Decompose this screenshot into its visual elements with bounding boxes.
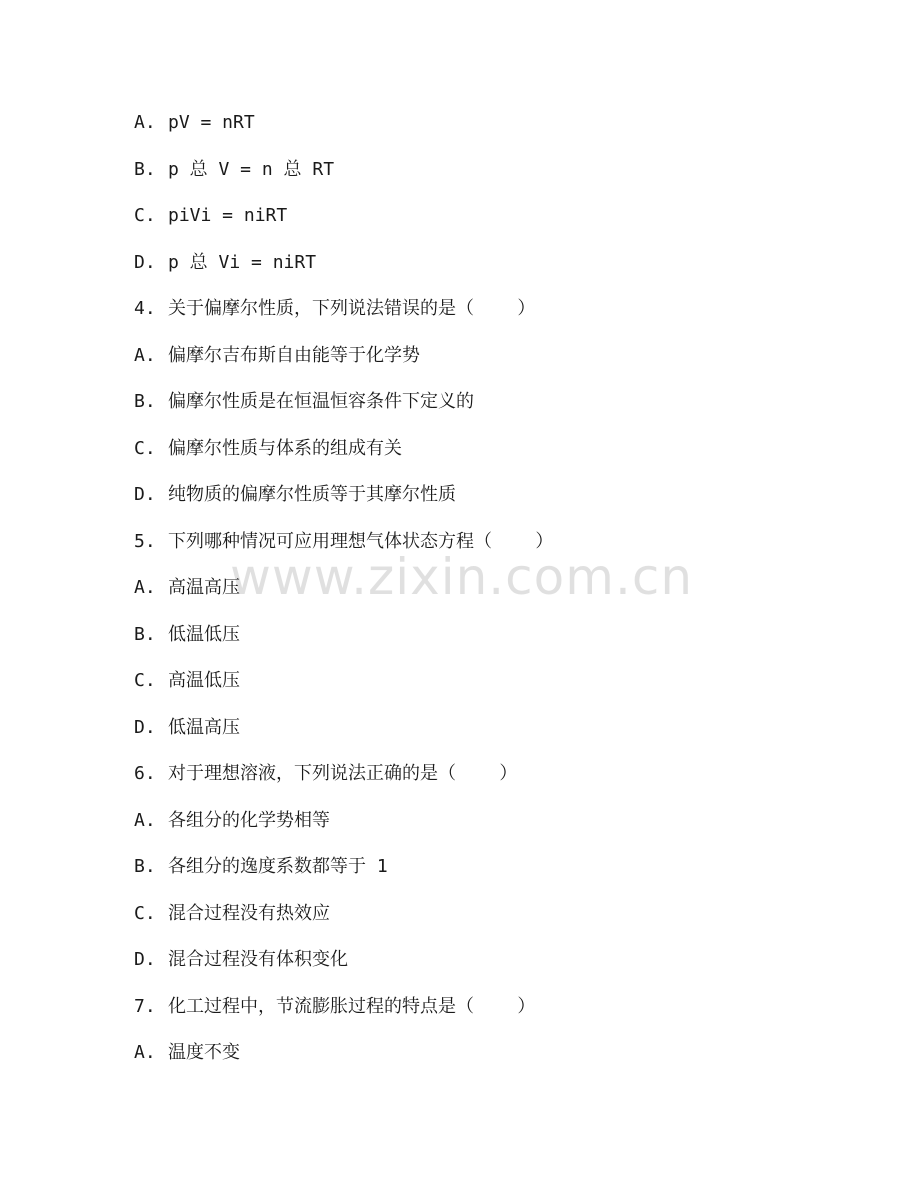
option-line xyxy=(134,1036,854,1083)
option-label: B. xyxy=(134,158,156,180)
option-text: 高温低压 xyxy=(168,670,240,691)
option-label: B. xyxy=(134,856,156,877)
option-line xyxy=(134,199,854,246)
option-text: 温度不变 xyxy=(168,1042,240,1063)
option-line xyxy=(134,850,854,897)
option-line xyxy=(134,804,854,851)
option-text: 偏摩尔性质与体系的组成有关 xyxy=(168,437,402,459)
option-line xyxy=(134,246,854,293)
question-number: 5. xyxy=(134,530,156,552)
option-text: piVi = niRT xyxy=(168,205,288,226)
option-label: D. xyxy=(134,949,156,970)
question-number: 7. xyxy=(134,995,156,1017)
question-text: 关于偏摩尔性质，下列说法错误的是（ ） xyxy=(168,298,536,319)
option-label: C. xyxy=(134,670,156,691)
option-line xyxy=(134,432,854,479)
option-label: A. xyxy=(134,1042,156,1063)
question-text: 化工过程中，节流膨胀过程的特点是（ ） xyxy=(168,995,536,1017)
option-line xyxy=(134,943,854,990)
question-text: 下列哪种情况可应用理想气体状态方程（ ） xyxy=(168,530,554,552)
question-number: 4. xyxy=(134,298,156,319)
option-line xyxy=(134,478,854,525)
option-text: 偏摩尔吉布斯自由能等于化学势 xyxy=(168,344,420,366)
question-text: 对于理想溶液，下列说法正确的是（ ） xyxy=(168,763,518,784)
option-text: p 总 Vi = niRT xyxy=(168,251,317,273)
option-line xyxy=(134,618,854,665)
option-label: D. xyxy=(134,251,156,273)
option-line xyxy=(134,106,854,153)
option-line xyxy=(134,153,854,200)
option-text: pV = nRT xyxy=(168,112,255,133)
option-text: 偏摩尔性质是在恒温恒容条件下定义的 xyxy=(168,391,474,412)
option-label: C. xyxy=(134,902,156,924)
option-text: 低温高压 xyxy=(168,716,240,738)
option-text: 混合过程没有热效应 xyxy=(168,902,330,924)
option-label: D. xyxy=(134,484,156,505)
option-label: A. xyxy=(134,344,156,366)
question-line xyxy=(134,990,854,1037)
option-text: 低温低压 xyxy=(168,623,240,645)
option-line xyxy=(134,385,854,432)
option-text: 纯物质的偏摩尔性质等于其摩尔性质 xyxy=(168,484,456,505)
question-line xyxy=(134,292,854,339)
question-number: 6. xyxy=(134,763,156,784)
option-label: D. xyxy=(134,716,156,738)
option-line xyxy=(134,664,854,711)
option-label: C. xyxy=(134,437,156,459)
option-text: 各组分的逸度系数都等于 1 xyxy=(168,856,388,877)
option-label: B. xyxy=(134,623,156,645)
option-label: A. xyxy=(134,809,156,831)
option-text: p 总 V = n 总 RT xyxy=(168,158,335,180)
question-line xyxy=(134,757,854,804)
option-text: 各组分的化学势相等 xyxy=(168,809,330,831)
option-line xyxy=(134,339,854,386)
option-label: A. xyxy=(134,577,156,598)
option-text: 混合过程没有体积变化 xyxy=(168,949,348,970)
option-text: 高温高压 xyxy=(168,577,240,598)
option-label: A. xyxy=(134,112,156,133)
option-label: C. xyxy=(134,205,156,226)
option-line xyxy=(134,897,854,944)
option-line xyxy=(134,711,854,758)
option-label: B. xyxy=(134,391,156,412)
watermark-text: www.zixin.com.cn xyxy=(230,548,694,606)
